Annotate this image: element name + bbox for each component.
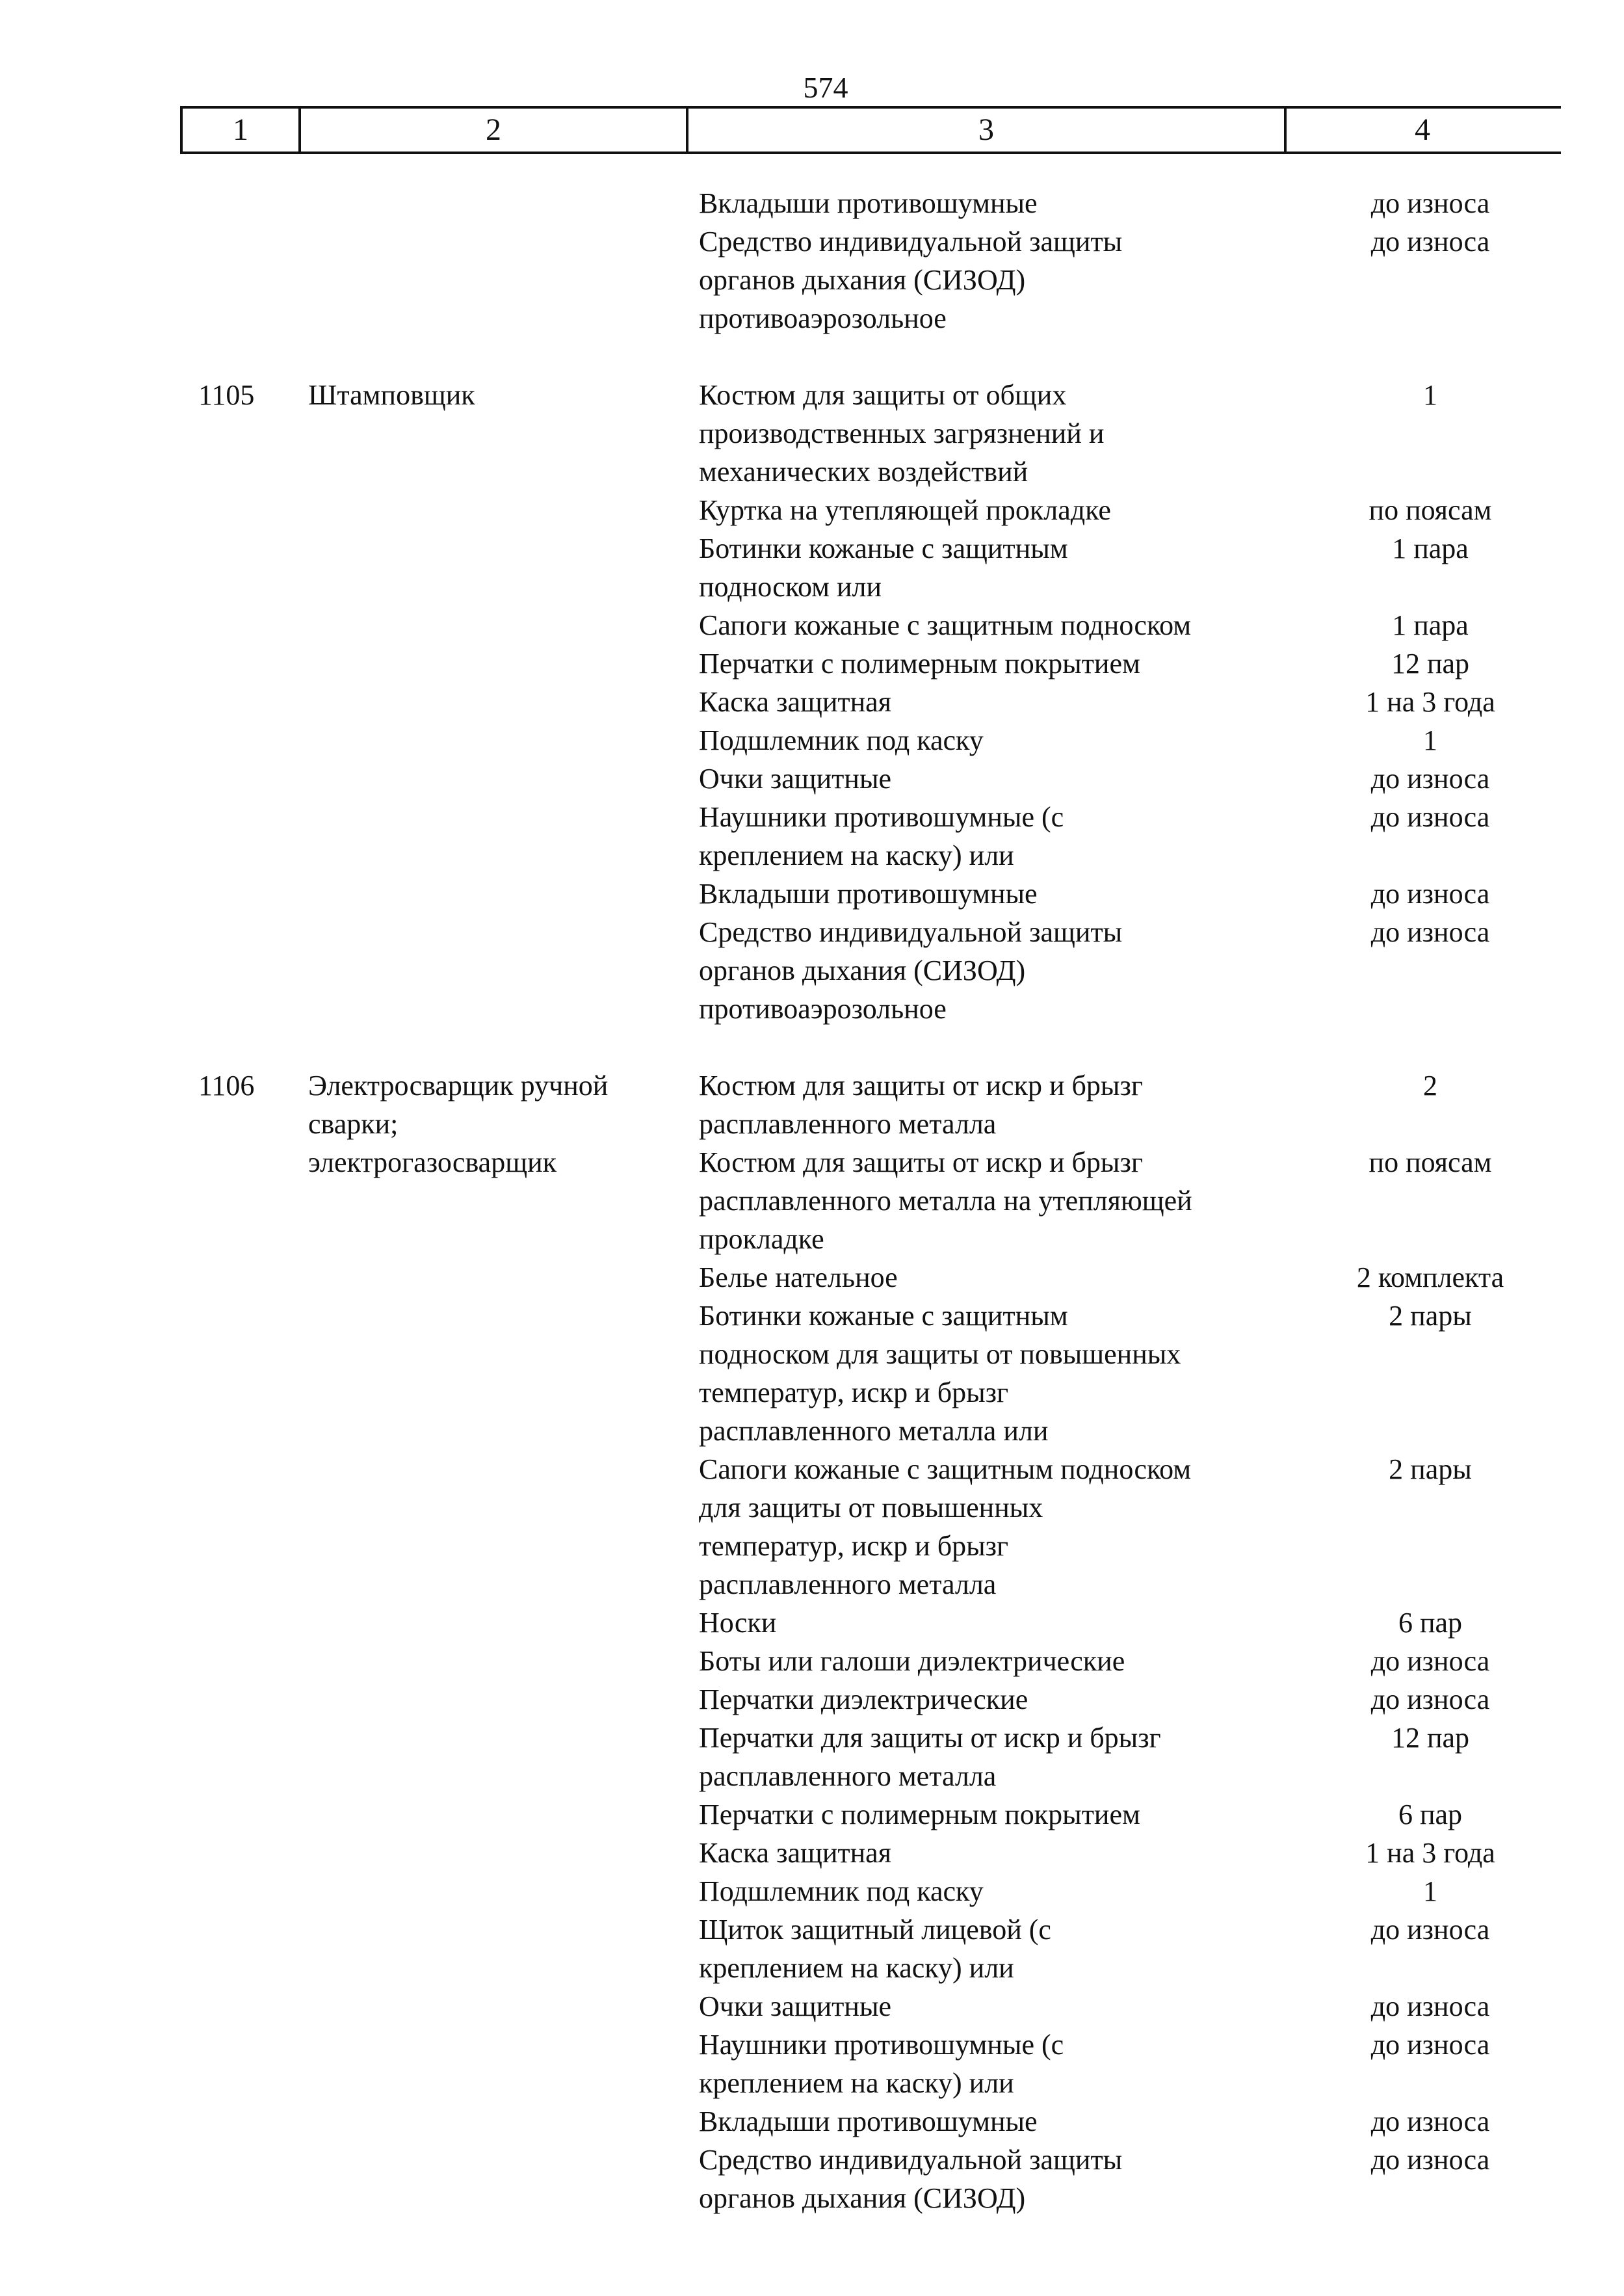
ppe-item: органов дыхания (СИЗОД) (699, 2182, 1026, 2214)
header-col-2: 2 (486, 112, 501, 147)
ppe-item: температур, искр и брызг (699, 1377, 1009, 1408)
issue-norm: до износа (1370, 1914, 1490, 1946)
ppe-item: для защиты от повышенных (699, 1492, 1043, 1524)
ppe-item: расплавленного металла (699, 1760, 997, 1792)
ppe-item: расплавленного металла (699, 1568, 997, 1600)
ppe-item: Каска защитная (699, 686, 891, 718)
issue-norm: 2 комплекта (1356, 1261, 1504, 1293)
issue-norm: до износа (1370, 226, 1490, 257)
header-col-1: 1 (233, 112, 248, 147)
ppe-item: Ботинки кожаные с защитным (699, 533, 1068, 564)
issue-norm: до износа (1370, 2029, 1490, 2061)
profession-name: электрогазосварщик (308, 1146, 557, 1178)
issue-norm: 6 пар (1398, 1799, 1463, 1830)
ppe-item: Ботинки кожаные с защитным (699, 1300, 1068, 1332)
ppe-item: Носки (699, 1607, 777, 1639)
issue-norm: до износа (1370, 187, 1490, 219)
ppe-item: подноском для защиты от повышенных (699, 1338, 1181, 1370)
ppe-item: механических воздействий (699, 456, 1028, 488)
ppe-item: Средство индивидуальной защиты (699, 226, 1123, 257)
issue-norm: до износа (1370, 878, 1490, 910)
ppe-item: Сапоги кожаные с защитным подноском (699, 609, 1192, 641)
ppe-item: Перчатки с полимерным покрытием (699, 1799, 1140, 1830)
profession-name: Электросварщик ручной (308, 1070, 609, 1102)
issue-norm: 1 пара (1392, 609, 1469, 641)
issue-norm: до износа (1370, 2144, 1490, 2176)
issue-norm: 1 (1423, 379, 1437, 411)
issue-norm: до износа (1370, 916, 1490, 948)
profession-name: сварки; (308, 1108, 399, 1140)
issue-norm: до износа (1370, 2105, 1490, 2137)
ppe-item: креплением на каску) или (699, 2067, 1014, 2099)
ppe-item: расплавленного металла на утепляющей (699, 1185, 1192, 1217)
ppe-item: Перчатки для защиты от искр и брызг (699, 1722, 1161, 1754)
ppe-item: расплавленного металла или (699, 1415, 1049, 1447)
ppe-item: Наушники противошумные (с (699, 2029, 1064, 2061)
issue-norm: 6 пар (1398, 1607, 1463, 1639)
ppe-item: креплением на каску) или (699, 839, 1014, 871)
ppe-item: Перчатки диэлектрические (699, 1683, 1028, 1715)
issue-norm: 2 пары (1389, 1300, 1472, 1332)
issue-norm: по поясам (1369, 494, 1492, 526)
ppe-item: Костюм для защиты от искр и брызг (699, 1146, 1143, 1178)
ppe-item: Очки защитные (699, 763, 892, 795)
ppe-item: Белье нательное (699, 1261, 898, 1293)
ppe-item: Средство индивидуальной защиты (699, 916, 1123, 948)
ppe-item: Наушники противошумные (с (699, 801, 1064, 833)
issue-norm: 2 (1423, 1070, 1437, 1102)
issue-norm: 1 на 3 года (1365, 1837, 1495, 1869)
issue-norm: 1 (1423, 724, 1437, 756)
ppe-item: Костюм для защиты от искр и брызг (699, 1070, 1143, 1102)
ppe-item: креплением на каску) или (699, 1952, 1014, 1984)
issue-norm: до износа (1370, 763, 1490, 795)
ppe-item: Подшлемник под каску (699, 1875, 984, 1907)
issue-norm: 1 пара (1392, 533, 1469, 564)
issue-norm: 1 (1423, 1875, 1437, 1907)
ppe-item: Костюм для защиты от общих (699, 379, 1067, 411)
ppe-item: Очки защитные (699, 1990, 892, 2022)
issue-norm: 12 пар (1391, 648, 1470, 680)
ppe-item: Боты или галоши диэлектрические (699, 1645, 1125, 1677)
ppe-item: Перчатки с полимерным покрытием (699, 648, 1140, 680)
issue-norm: по поясам (1369, 1146, 1492, 1178)
ppe-item: производственных загрязнений и (699, 417, 1105, 449)
header-col-3: 3 (978, 112, 994, 147)
ppe-item: Каска защитная (699, 1837, 891, 1869)
ppe-item: расплавленного металла (699, 1108, 997, 1140)
page-number: 574 (803, 71, 848, 104)
issue-norm: до износа (1370, 1990, 1490, 2022)
issue-norm: 1 на 3 года (1365, 686, 1495, 718)
ppe-item: прокладке (699, 1223, 824, 1255)
ppe-item: Вкладыши противошумные (699, 2105, 1038, 2137)
row-code: 1105 (198, 379, 255, 411)
issue-norm: 12 пар (1391, 1722, 1470, 1754)
header-col-4: 4 (1415, 112, 1430, 147)
ppe-item: органов дыхания (СИЗОД) (699, 264, 1026, 296)
ppe-item: Средство индивидуальной защиты (699, 2144, 1123, 2176)
ppe-item: Вкладыши противошумные (699, 187, 1038, 219)
ppe-item: Щиток защитный лицевой (с (699, 1914, 1051, 1946)
ppe-item: органов дыхания (СИЗОД) (699, 955, 1026, 986)
ppe-item: Вкладыши противошумные (699, 878, 1038, 910)
issue-norm: 2 пары (1389, 1453, 1472, 1485)
ppe-item: температур, искр и брызг (699, 1530, 1009, 1562)
row-code: 1106 (198, 1070, 255, 1102)
ppe-item: Куртка на утепляющей прокладке (699, 494, 1111, 526)
issue-norm: до износа (1370, 801, 1490, 833)
profession-name: Штамповщик (308, 379, 475, 411)
issue-norm: до износа (1370, 1645, 1490, 1677)
ppe-item: подноском или (699, 571, 882, 603)
ppe-item: Сапоги кожаные с защитным подноском (699, 1453, 1192, 1485)
ppe-item: Подшлемник под каску (699, 724, 984, 756)
issue-norm: до износа (1370, 1683, 1490, 1715)
ppe-item: противоаэрозольное (699, 302, 947, 334)
ppe-item: противоаэрозольное (699, 993, 947, 1025)
